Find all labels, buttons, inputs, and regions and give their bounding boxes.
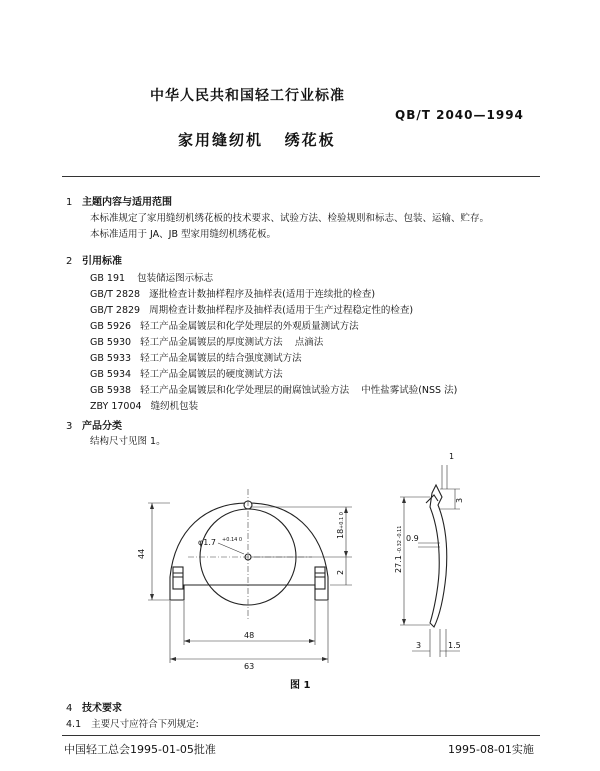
section-1-paragraph-1: 本标准规定了家用缝纫机绣花板的技术要求、试验方法、检验规则和标志、包装、运输、贮存。 xyxy=(90,213,490,224)
reference-item: GB 5938 轻工产品金属镀层和化学处理层的耐腐蚀试验方法 中性盐雾试验(NSS 法) xyxy=(90,385,458,396)
figure-1-drawing xyxy=(137,445,480,685)
section-1-heading xyxy=(66,193,172,208)
section-title: 主题内容与适用范围 xyxy=(82,197,172,208)
dim-27-1-tol: -0.32 -0.11 xyxy=(397,525,403,553)
dim-48-label: 48 xyxy=(244,631,255,640)
figure-caption: 图 1 xyxy=(290,680,311,691)
right-lug xyxy=(315,567,325,589)
reference-item: ZBY 17004 缝纫机包装 xyxy=(90,401,199,412)
dim-63-label: 63 xyxy=(244,662,255,671)
standard-body-title: 中华人民共和国轻工行业标准 xyxy=(150,88,345,104)
dim-0-9-label: 0.9 xyxy=(406,534,419,543)
section-1-paragraph-2: 本标准适用于 JA、JB 型家用缝纫机绣花板。 xyxy=(90,229,276,240)
dim-44-label: 44 xyxy=(137,548,146,559)
clause-text: 主要尺寸应符合下列规定: xyxy=(91,719,199,730)
dim-1-label: 1 xyxy=(449,452,455,461)
section-2-heading xyxy=(66,252,122,267)
dim-1-5-label: 1.5 xyxy=(448,641,461,650)
section-number: 3 xyxy=(66,421,73,432)
section-title: 引用标准 xyxy=(82,256,122,267)
effective-date: 1995-08-01实施 xyxy=(448,743,534,756)
reference-item: GB 5934 轻工产品金属镀层的硬度测试方法 xyxy=(90,369,283,380)
approval-date: 中国轻工总会1995-01-05批准 xyxy=(64,743,216,756)
section-title: 技术要求 xyxy=(82,703,122,714)
left-lug xyxy=(173,567,183,589)
reference-item: GB 5926 轻工产品金属镀层和化学处理层的外观质量测试方法 xyxy=(90,321,359,332)
reference-item: GB 191 包装储运图示标志 xyxy=(90,273,214,284)
dim-18-label: 18 xyxy=(336,528,345,539)
standard-code: QB/T 2040—1994 xyxy=(395,108,524,122)
plate-outline xyxy=(170,503,328,600)
dim-27-1-label: 27.1 xyxy=(394,555,403,573)
reference-item: GB 5930 轻工产品金属镀层的厚度测试方法 点滴法 xyxy=(90,337,324,348)
reference-list xyxy=(90,271,457,415)
section-3-paragraph: 结构尺寸见图 1。 xyxy=(90,436,166,447)
dim-2-label: 2 xyxy=(336,569,345,575)
section-number: 2 xyxy=(66,256,73,267)
dim-18-tol: +0.1 0 xyxy=(339,512,345,529)
header-divider xyxy=(62,176,540,177)
reference-item: GB 5933 轻工产品金属镀层的结合强度测试方法 xyxy=(90,353,302,364)
document-title: 家用缝纫机 绣花板 xyxy=(178,131,336,149)
dim-phi-tol: +0.14 0 xyxy=(222,537,243,543)
dim-3-label: 3 xyxy=(416,641,422,650)
reference-item: GB/T 2829 周期检查计数抽样程序及抽样表(适用于生产过程稳定性的检查) xyxy=(90,305,414,316)
dim-phi-label: φ1.7 xyxy=(198,538,216,547)
section-title: 产品分类 xyxy=(82,421,122,432)
section-number: 1 xyxy=(66,197,73,208)
reference-item: GB/T 2828 逐批检查计数抽样程序及抽样表(适用于连续批的检查) xyxy=(90,289,376,300)
section-3-heading xyxy=(66,417,122,432)
clause-number: 4.1 xyxy=(66,719,82,730)
clause-4-1 xyxy=(66,717,199,733)
footer-divider xyxy=(62,735,540,736)
section-4-heading xyxy=(66,699,122,714)
dim-3-top-label: 3 xyxy=(455,497,464,503)
section-number: 4 xyxy=(66,703,73,714)
side-profile xyxy=(430,485,447,627)
